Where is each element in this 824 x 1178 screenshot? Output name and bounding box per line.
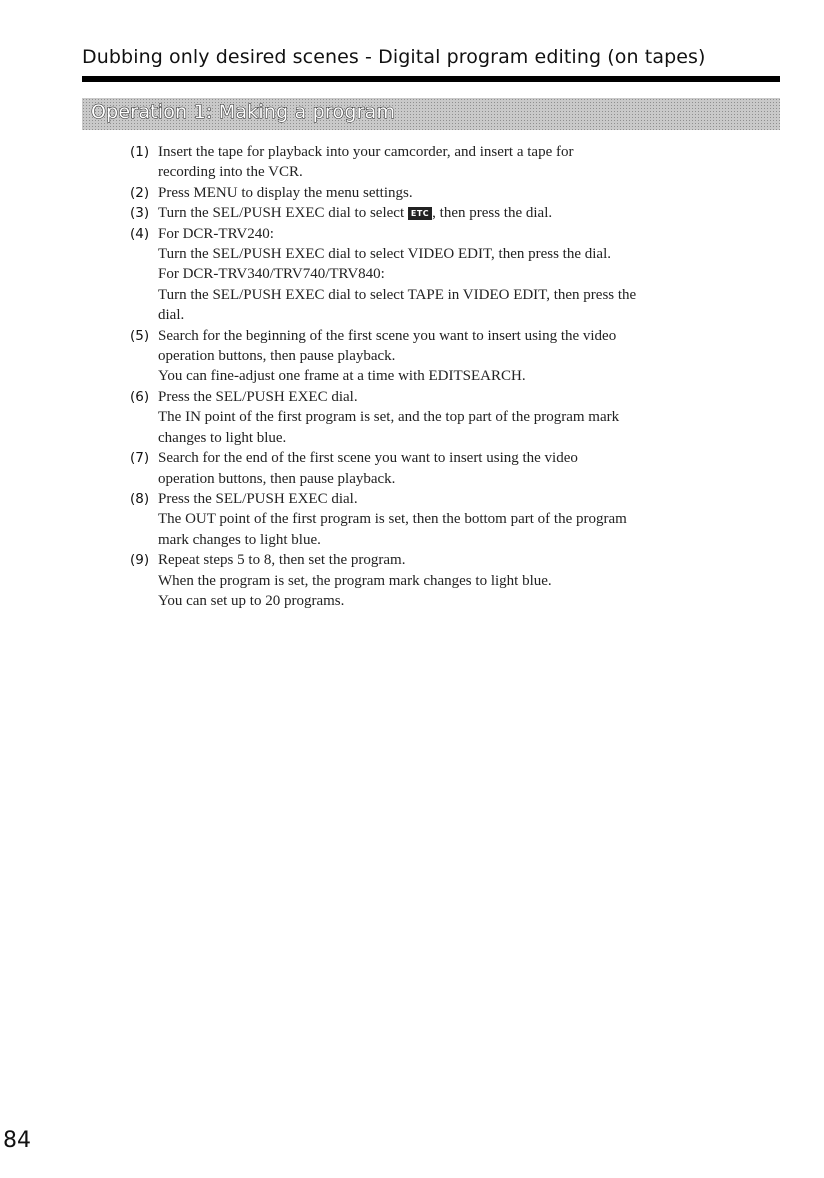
- step-4: [130, 224, 780, 326]
- step-text-line: The IN point of the first program is set, and the top part of the program mark: [158, 409, 620, 426]
- step-text-line: recording into the VCR.: [158, 164, 303, 181]
- step-text-line: When the program is set, the program mark changes to light blue.: [158, 572, 552, 589]
- step-text-line: operation buttons, then pause playback.: [158, 470, 396, 487]
- step-text-line: changes to light blue.: [158, 429, 287, 446]
- page-header-title: Dubbing only desired scenes - Digital program editing (on tapes): [82, 46, 706, 68]
- step-number: (2): [130, 184, 150, 201]
- step-text-line: Search for the beginning of the first scene you want to insert using the video: [158, 327, 617, 344]
- step-number: (3): [130, 205, 150, 222]
- step-number: (9): [130, 552, 150, 569]
- step-number: (4): [130, 225, 150, 242]
- step-text-line: dial.: [158, 307, 185, 324]
- header-rule: [82, 76, 780, 82]
- step-text-line: You can set up to 20 programs.: [158, 592, 345, 609]
- step-text-line: For DCR-TRV340/TRV740/TRV840:: [158, 266, 385, 283]
- step-text-line: You can fine-adjust one frame at a time with EDITSEARCH.: [158, 368, 526, 385]
- step-text-line: operation buttons, then pause playback.: [158, 348, 396, 365]
- step-text-line: Press MENU to display the menu settings.: [158, 184, 413, 201]
- page-number: 84: [3, 1128, 31, 1153]
- step-text-line: The OUT point of the first program is set, then the bottom part of the program: [158, 511, 627, 528]
- step-text-after-icon: , then press the dial.: [432, 205, 553, 222]
- step-text-line: Repeat steps 5 to 8, then set the program.: [158, 552, 406, 569]
- step-7: [130, 448, 780, 489]
- step-text-line: Press the SEL/PUSH EXEC dial.: [158, 388, 358, 405]
- step-number: (1): [130, 144, 150, 160]
- step-text-before-icon: Turn the SEL/PUSH EXEC dial to select: [158, 205, 408, 222]
- step-1: [130, 142, 780, 183]
- step-3: [130, 203, 780, 223]
- step-6: [130, 387, 780, 448]
- step-8: [130, 489, 780, 550]
- section-heading-band: [82, 98, 780, 130]
- step-number: (8): [130, 490, 150, 507]
- step-number: (5): [130, 327, 150, 344]
- step-2: [130, 183, 780, 203]
- step-text-line: mark changes to light blue.: [158, 531, 321, 548]
- etc-menu-icon: ETC: [408, 207, 432, 220]
- step-text-line: Turn the SEL/PUSH EXEC dial to select VIDEO EDIT, then press the dial.: [158, 246, 612, 263]
- step-text-line: Press the SEL/PUSH EXEC dial.: [158, 490, 358, 507]
- steps-list: [130, 142, 780, 611]
- step-text-line: [158, 203, 780, 223]
- step-9: [130, 550, 780, 611]
- step-text-line: Insert the tape for playback into your camcorder, and insert a tape for: [158, 144, 574, 160]
- step-text-line: For DCR-TRV240:: [158, 225, 274, 242]
- section-title: Operation 1: Making a program: [91, 101, 396, 123]
- step-text-line: Search for the end of the first scene you want to insert using the video: [158, 450, 578, 467]
- step-5: [130, 326, 780, 387]
- step-text-line: Turn the SEL/PUSH EXEC dial to select TAPE in VIDEO EDIT, then press the: [158, 286, 637, 303]
- step-number: (7): [130, 450, 150, 467]
- step-number: (6): [130, 388, 150, 405]
